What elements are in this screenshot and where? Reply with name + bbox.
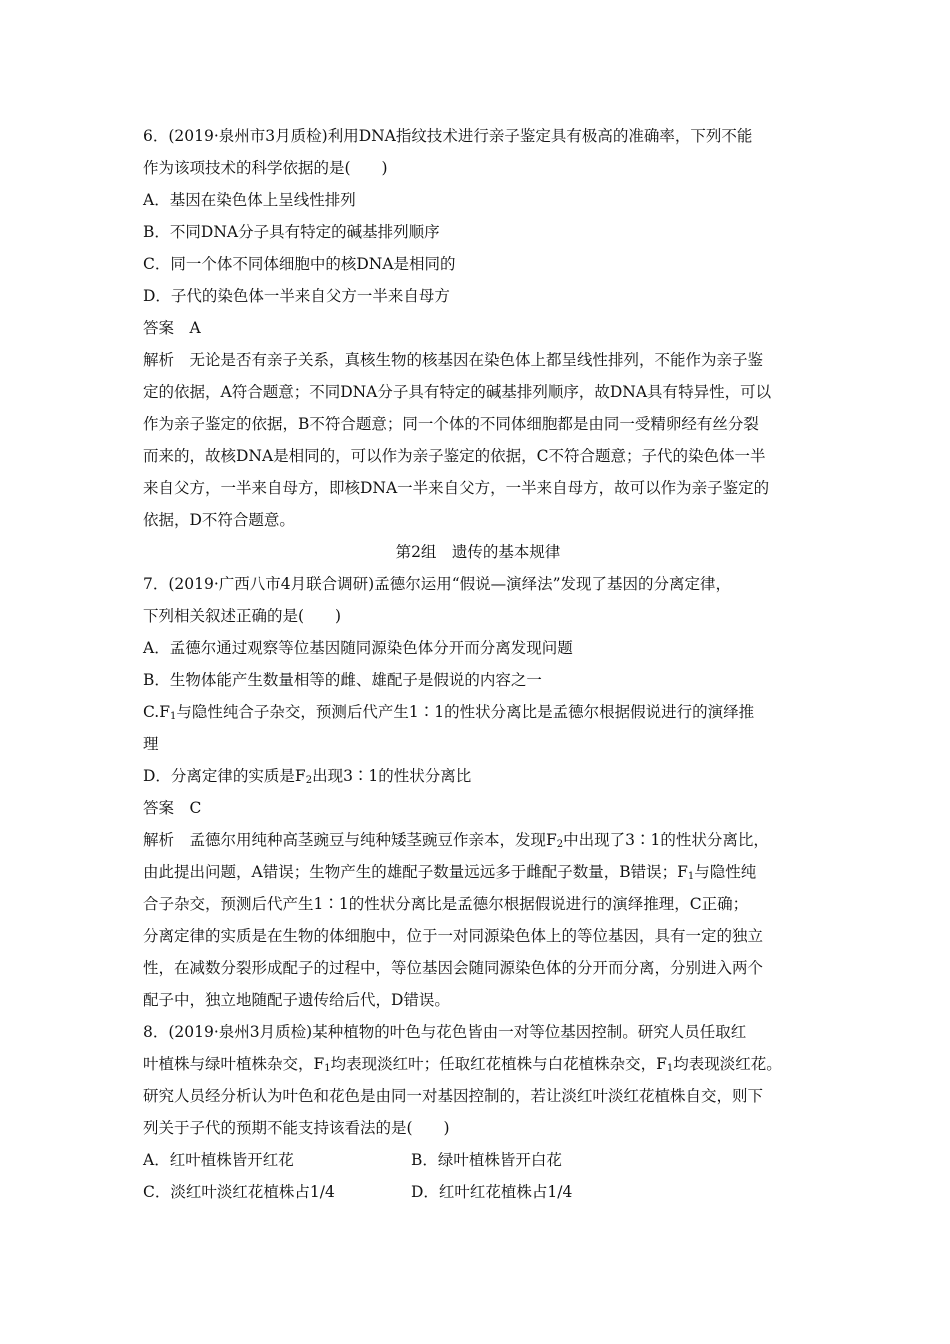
q8-stem-2-sub2: 1 [666, 1063, 674, 1074]
q8-stem-2-a: 叶植株与绿叶植株杂交，F [143, 1055, 325, 1073]
q8-options-row-1 [143, 1144, 813, 1176]
q7-option-d-pre: D．分离定律的实质是F [143, 767, 306, 785]
question-8 [143, 1016, 813, 1208]
q7-analysis-line-1 [143, 824, 813, 856]
q6-analysis-line-1: 解析 无论是否有亲子关系，真核生物的核基因在染色体上都呈线性排列，不能作为亲子鉴 [143, 351, 764, 369]
q8-option-c: C．淡红叶淡红花植株占1/4 [143, 1183, 335, 1201]
q7-analysis-1-post: 中出现了3∶1的性状分离比， [563, 831, 769, 849]
q8-option-a: A．红叶植株皆开红花 [143, 1151, 294, 1169]
q6-analysis-line-2: 定的依据，A符合题意；不同DNA分子具有特定的碱基排列顺序，故DNA具有特异性，可以 [143, 383, 772, 401]
q8-stem-2-b: 均表现淡红叶；任取红花植株与白花植株杂交，F [330, 1055, 667, 1073]
q8-options-row-2 [143, 1176, 813, 1208]
section-title: 第2组 遗传的基本规律 [395, 543, 561, 561]
q8-option-b: B．绿叶植株皆开白花 [411, 1151, 562, 1169]
q6-stem-line-2: 作为该项技术的科学依据的是( ) [143, 159, 388, 177]
q7-analysis-line-2 [143, 856, 813, 888]
q6-analysis-line-4: 而来的，故核DNA是相同的，可以作为亲子鉴定的依据，C不符合题意；子代的染色体一半 [143, 447, 766, 465]
q7-option-a: A．孟德尔通过观察等位基因随同源染色体分开而分离发现问题 [143, 639, 573, 657]
q7-stem-line-2: 下列相关叙述正确的是( ) [143, 607, 342, 625]
q8-stem-2-sub1: 1 [324, 1063, 331, 1074]
q6-analysis-line-3: 作为亲子鉴定的依据，B不符合题意；同一个体的不同体细胞都是由同一受精卵经有丝分裂 [143, 415, 759, 433]
q7-analysis-line-4: 分离定律的实质是在生物的体细胞中，位于一对同源染色体上的等位基因，具有一定的独立 [143, 927, 764, 945]
q7-analysis-line-3: 合子杂交，预测后代产生1∶1的性状分离比是孟德尔根据假说进行的演绎推理，C正确； [143, 895, 749, 913]
q7-option-b: B．生物体能产生数量相等的雌、雄配子是假说的内容之一 [143, 671, 542, 689]
q6-stem-line-1: 6．(2019·泉州市3月质检)利用DNA指纹技术进行亲子鉴定具有极高的准确率，下列不能 [143, 127, 753, 145]
q7-option-c-post: 与隐性纯合子杂交，预测后代产生1∶1的性状分离比是孟德尔根据假说进行的演绎推 [176, 703, 755, 721]
q6-analysis-line-5: 来自父方，一半来自母方，即核DNA一半来自父方，一半来自母方，故可以作为亲子鉴定的 [143, 479, 770, 497]
q8-option-d: D．红叶红花植株占1/4 [411, 1183, 573, 1201]
q7-option-c [143, 696, 813, 728]
q7-analysis-line-6: 配子中，独立地随配子遗传给后代，D错误。 [143, 991, 450, 1009]
q7-option-c-pre: C.F [143, 703, 170, 721]
q7-analysis-2-sub: 1 [687, 871, 695, 882]
q6-answer: 答案 A [143, 319, 201, 337]
q7-analysis-1-pre: 解析 孟德尔用纯种高茎豌豆与纯种矮茎豌豆作亲本，发现F [143, 831, 557, 849]
q7-option-d [143, 760, 813, 792]
question-6 [143, 120, 813, 536]
q7-analysis-2-pre: 由此提出问题，A错误；生物产生的雄配子数量远远多于雌配子数量，B错误；F [143, 863, 688, 881]
question-7 [143, 568, 813, 1016]
q7-analysis-line-5: 性，在减数分裂形成配子的过程中，等位基因会随同源染色体的分开而分离，分别进入两个 [143, 959, 764, 977]
document-page [143, 120, 813, 1208]
q7-option-d-post: 出现3∶1的性状分离比 [312, 767, 472, 785]
q8-stem-line-1: 8．(2019·泉州3月质检)某种植物的叶色与花色皆由一对等位基因控制。研究人员任取红 [143, 1023, 747, 1041]
q6-option-c: C．同一个体不同体细胞中的核DNA是相同的 [143, 255, 456, 273]
q7-answer: 答案 C [143, 799, 202, 817]
q8-stem-line-3: 研究人员经分析认为叶色和花色是由同一对基因控制的，若让淡红叶淡红花植株自交，则下 [143, 1087, 764, 1105]
q8-stem-line-2 [143, 1048, 813, 1080]
q7-analysis-2-post: 与隐性纯 [694, 863, 757, 881]
q7-option-c-sub: 1 [170, 711, 177, 722]
q6-option-b: B．不同DNA分子具有特定的碱基排列顺序 [143, 223, 440, 241]
q7-analysis-1-sub: 2 [556, 839, 564, 850]
q8-stem-line-4: 列关于子代的预期不能支持该看法的是( ) [143, 1119, 450, 1137]
q8-stem-2-c: 均表现淡红花。 [673, 1055, 782, 1073]
q7-option-d-sub: 2 [305, 775, 313, 786]
q6-analysis-line-6: 依据，D不符合题意。 [143, 511, 295, 529]
q6-option-d: D．子代的染色体一半来自父方一半来自母方 [143, 287, 450, 305]
q7-stem-line-1: 7．(2019·广西八市4月联合调研)孟德尔运用“假说—演绎法”发现了基因的分离定律， [143, 575, 732, 593]
q6-option-a: A．基因在染色体上呈线性排列 [143, 191, 356, 209]
q7-option-c-cont: 理 [143, 735, 159, 753]
